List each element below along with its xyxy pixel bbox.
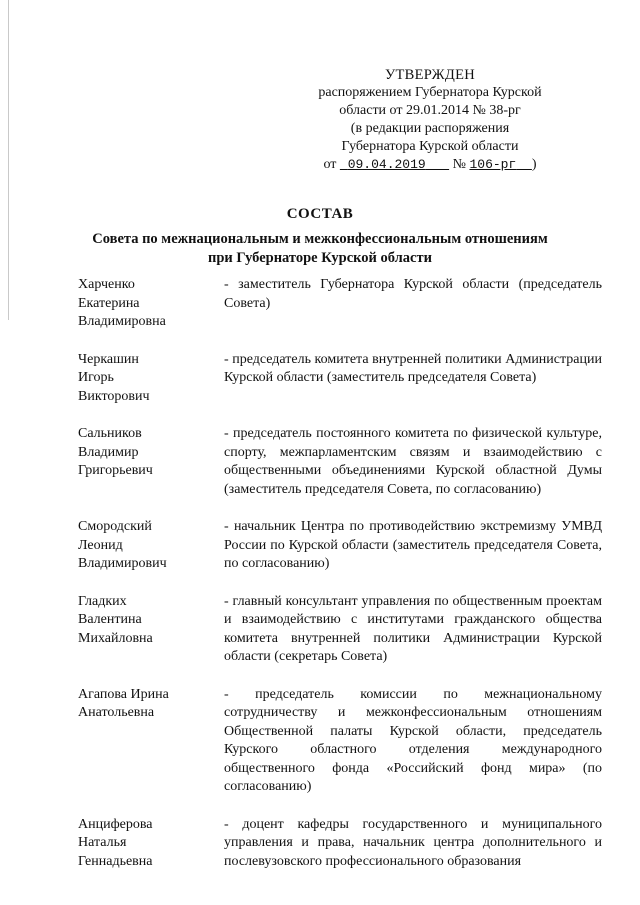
member-name: Анциферова Наталья Геннадьевна <box>78 816 153 869</box>
member-name: Смородский Леонид Владимирович <box>78 519 167 571</box>
member-row <box>78 276 602 332</box>
close-paren: ) <box>531 157 537 172</box>
title-line: при Губернаторе Курской области <box>208 250 432 266</box>
member-row <box>78 518 602 574</box>
member-row <box>78 593 602 667</box>
member-row <box>78 816 602 872</box>
title-heading: СОСТАВ <box>286 206 354 222</box>
title-line: Совета по межнациональным и межконфессиональным отношениям <box>92 231 548 247</box>
member-role: - доцент кафедры государственного и муниципального управления и права, начальник центра дополнительного и послевузовского профессионального образования <box>224 816 602 869</box>
member-row <box>78 425 602 499</box>
member-name: Харченко Екатерина Владимировна <box>78 277 166 329</box>
approval-line: распоряжением Губернатора Курской <box>318 85 542 100</box>
member-role: - председатель комиссии по межнациональному сотрудничеству и межконфессиональным отношениям Общественной палаты Курской области, председатель Курского областного отделения международного общественного фонда «Российский фонд мира» (по согласованию) <box>224 686 602 794</box>
member-row <box>78 686 602 797</box>
revision-date: 09.04.2019 <box>347 157 426 172</box>
member-name: Агапова Ирина Анатольевна <box>78 686 169 720</box>
member-role: - заместитель Губернатора Курской области (председатель Совета) <box>224 277 602 311</box>
members-list <box>78 276 602 890</box>
member-name: Черкашин Игорь Викторович <box>78 351 150 404</box>
approval-revision-date <box>280 156 580 174</box>
approval-line: Губернатора Курской области <box>341 139 519 154</box>
scan-margin-line <box>8 0 9 320</box>
document-title <box>40 205 600 268</box>
revision-number: 106-рг <box>469 157 517 172</box>
from-prefix: от <box>323 157 337 172</box>
number-prefix: № <box>452 157 466 172</box>
member-role: - главный консультант управления по общественным проектам и взаимодействию с институтами гражданского общества комитета внутренней политики Администрации Курской области (секретарь Совета) <box>224 593 602 664</box>
member-role: - председатель комитета внутренней политики Администрации Курской области (заместитель председателя Совета) <box>224 351 602 385</box>
approval-line: области от 29.01.2014 № 38-рг <box>339 103 521 118</box>
member-row <box>78 351 602 407</box>
approval-stamp <box>280 66 580 174</box>
member-name: Сальников Владимир Григорьевич <box>78 426 153 478</box>
approval-word: УТВЕРЖДЕН <box>384 67 476 83</box>
approval-line: (в редакции распоряжения <box>350 121 510 136</box>
member-role: - начальник Центра по противодействию экстремизму УМВД России по Курской области (заместитель председателя Совета, по согласованию) <box>224 519 602 571</box>
member-name: Гладких Валентина Михайловна <box>78 593 153 646</box>
member-role: - председатель постоянного комитета по физической культуре, спорту, межпарламентским связям и взаимодействию с общественными объединениями Курской областной Думы (заместитель председателя Совета, по согласованию) <box>224 426 602 497</box>
